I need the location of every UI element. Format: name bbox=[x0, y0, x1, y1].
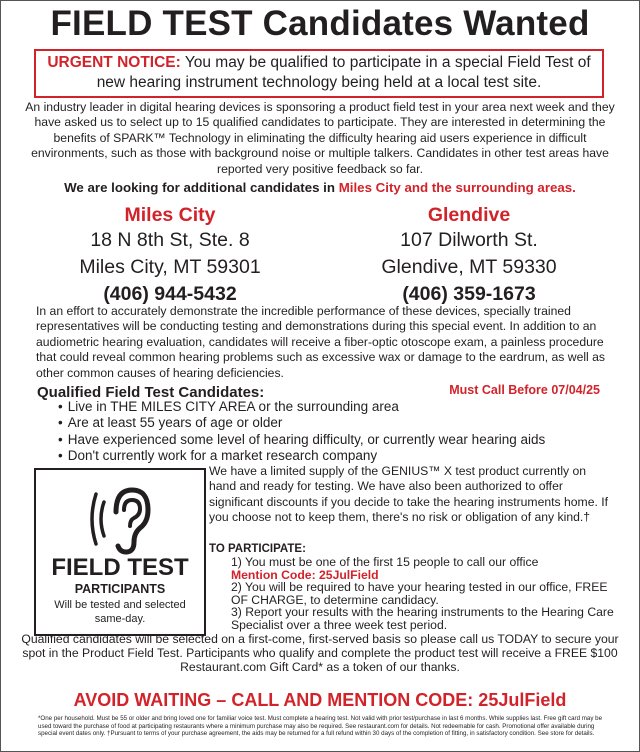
location-citystate: Miles City, MT 59301 bbox=[79, 256, 261, 278]
demonstration-paragraph: In an effort to accurately demonstrate the incredible performance of these devices, specially trained representatives will be conducting testing and demonstrations during this special event. In addition to an audiometric hearing evaluation, candidates will receive a fiber-optic otoscope exam, a painless procedure that could reveal common hearing problems such as excessive wax or damage to the eardrum, as well as other common causes of hearing deficiencies. bbox=[36, 304, 606, 380]
location-city: Miles City bbox=[124, 204, 216, 226]
badge-title: FIELD TEST bbox=[51, 554, 189, 581]
location-city: Glendive bbox=[427, 204, 511, 226]
notice-text: You may be qualified to participate in a special Field Test of new hearing instrument technology being held at a local test site. bbox=[96, 54, 591, 91]
call-to-action: AVOID WAITING – CALL AND MENTION CODE: 25JulField bbox=[73, 690, 567, 710]
location-street: 18 N 8th St, Ste. 8 bbox=[90, 229, 250, 251]
intro-paragraph: An industry leader in digital hearing devices is sponsoring a product field test in your area next week and they have asked us to select up to 15 qualified candidates to participate. They are interested in determining the benefits of SPARK™ Technology in eliminating the difficulty hearing aid users experience in difficult environments, such as those with background noise or multiple talkers. Candidates in other test areas have reported very positive feedback so far. bbox=[25, 100, 615, 176]
badge-subtitle: PARTICIPANTS bbox=[74, 582, 166, 596]
notice-label: URGENT NOTICE: bbox=[47, 54, 181, 71]
location-phone[interactable]: (406) 944-5432 bbox=[103, 283, 237, 305]
to-participate-heading: TO PARTICIPATE: bbox=[209, 543, 306, 555]
location-glendive bbox=[319, 203, 619, 307]
must-call-deadline: Must Call Before 07/04/25 bbox=[449, 383, 600, 397]
criteria-item: • Are at least 55 years of age or older bbox=[58, 415, 545, 431]
criteria-list bbox=[58, 399, 545, 464]
selection-paragraph: Qualified candidates will be selected on a first-come, first-served basis so please call us TODAY to secure your spot in the Product Field Test. Participants who qualify and complete the product test will receive a FREE $100 Restaurant.com Gift Card* as a token of our thanks. bbox=[21, 632, 619, 674]
urgent-notice bbox=[34, 49, 604, 98]
location-street: 107 Dilworth St. bbox=[400, 229, 538, 251]
qualified-heading: Qualified Field Test Candidates: bbox=[37, 384, 265, 401]
fine-print: *One per household. Must be 55 or older and bring loved one for familiar voice test. Must complete a hearing test. Not valid with prior test/purchase in last 6 months. While supplies last. Free gift card may be used toward the purchase of food at participating restaurants where a minimum purchase may also be required. See restaurant.com for details. Not redeemable for cash. Promotional offer available during special event dates only. †Pursuant to terms of your purchase agreement, the aids may be returned for a full refund within 30 days of the completion of fitting, in satisfactory condition. See store for details. bbox=[38, 715, 603, 737]
step-3: 3) Report your results with the hearing instruments to the Hearing Care Specialist over a three week test period. bbox=[231, 605, 614, 632]
mention-code: Mention Code: 25JulField bbox=[231, 567, 379, 582]
field-test-badge bbox=[34, 468, 206, 636]
criteria-item: • Don't currently work for a market research company bbox=[58, 448, 545, 464]
badge-note: Will be tested and selected same-day. bbox=[54, 599, 186, 625]
location-miles-city bbox=[20, 203, 320, 307]
looking-highlight: Miles City and the surrounding areas. bbox=[338, 180, 576, 195]
page-title: FIELD TEST Candidates Wanted bbox=[50, 4, 590, 43]
location-citystate: Glendive, MT 59330 bbox=[381, 256, 557, 278]
location-phone[interactable]: (406) 359-1673 bbox=[402, 283, 536, 305]
participation-steps bbox=[231, 556, 621, 632]
criteria-item: • Live in THE MILES CITY AREA or the surrounding area bbox=[58, 399, 545, 415]
looking-prefix: We are looking for additional candidates in bbox=[64, 180, 339, 195]
ear-icon bbox=[84, 480, 154, 558]
supply-paragraph: We have a limited supply of the GENIUS™ X test product currently on hand and ready for testing. We have also been authorized to offer significant discounts if you decide to take the hearing instruments home. If you choose not to keep them, there's no risk or obligation of any kind.† bbox=[209, 464, 609, 525]
step-2: 2) You will be required to have your hearing tested in our office, FREE OF CHARGE, to determine candidacy. bbox=[231, 580, 608, 607]
criteria-item: • Have experienced some level of hearing difficulty, or currently wear hearing aids bbox=[58, 432, 545, 448]
step-1: 1) You must be one of the first 15 people to call our office bbox=[231, 555, 539, 569]
looking-line bbox=[0, 180, 640, 195]
